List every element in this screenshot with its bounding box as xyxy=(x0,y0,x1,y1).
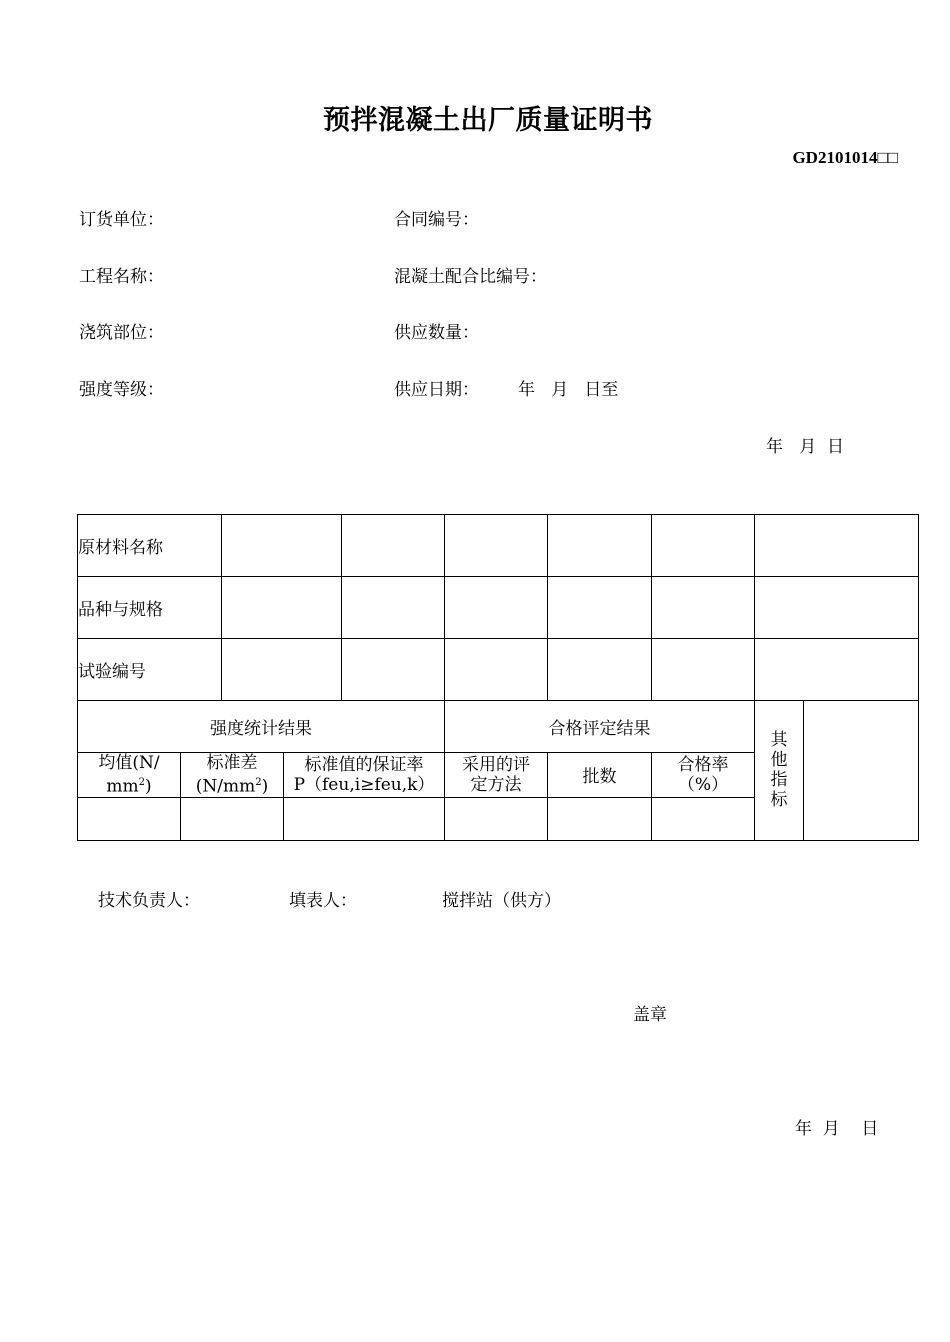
row-label-material-name: 原材料名称 xyxy=(78,515,222,577)
other-indicators-value xyxy=(804,701,919,841)
table-cell xyxy=(755,577,919,639)
eval-method-cell xyxy=(445,797,548,840)
std-dev-header: 标准差 $(N/mm^2)$ xyxy=(181,753,284,798)
table-row xyxy=(78,577,919,639)
supply-quantity-label: 供应数量： xyxy=(394,323,479,343)
supply-date-to: 年 月 日 xyxy=(766,437,845,457)
order-unit-label: 订货单位： xyxy=(79,210,164,230)
table-cell xyxy=(548,515,652,577)
row-label-test-no: 试验编号 xyxy=(78,639,222,701)
table-cell xyxy=(548,577,652,639)
guarantee-rate-header: 标准值的保证率 P（feu,i≥feu,k） xyxy=(284,753,445,798)
table-cell xyxy=(222,639,342,701)
row-label-variety-spec: 品种与规格 xyxy=(78,577,222,639)
table-cell xyxy=(342,639,445,701)
qualification-header: 合格评定结果 xyxy=(445,701,755,753)
mean-value-header: 均值(N/ $mm^2$) xyxy=(78,753,181,798)
table-cell xyxy=(652,515,755,577)
table-cell xyxy=(445,515,548,577)
supply-date-label: 供应日期： xyxy=(394,380,479,400)
mix-ratio-no-label: 混凝土配合比编号： xyxy=(394,267,547,287)
table-cell xyxy=(755,515,919,577)
document-title: 预拌混凝土出厂质量证明书 xyxy=(323,105,653,136)
table-cell xyxy=(342,515,445,577)
form-code: GD2101014□□ xyxy=(792,148,898,167)
table-row xyxy=(78,701,919,753)
contract-no-label: 合同编号： xyxy=(394,210,479,230)
table-cell xyxy=(548,639,652,701)
pass-rate-cell xyxy=(652,797,755,840)
batch-count-header: 批数 xyxy=(548,753,652,798)
supply-date-from: 年 月 日至 xyxy=(518,380,619,400)
table-cell xyxy=(445,639,548,701)
other-indicators-header: 其 他 指 标 xyxy=(755,701,804,841)
table-cell xyxy=(445,577,548,639)
strength-grade-label: 强度等级： xyxy=(79,380,164,400)
table-cell xyxy=(222,577,342,639)
table-cell xyxy=(222,515,342,577)
eval-method-header: 采用的评 定方法 xyxy=(445,753,548,798)
pour-location-label: 浇筑部位： xyxy=(79,323,164,343)
tech-lead-label: 技术负责人： xyxy=(98,891,200,911)
filled-by-label: 填表人： xyxy=(289,891,357,911)
table-cell xyxy=(342,577,445,639)
project-name-label: 工程名称： xyxy=(79,267,164,287)
table-cell xyxy=(755,639,919,701)
mixing-station-label: 搅拌站（供方） xyxy=(442,891,561,911)
materials-table xyxy=(77,514,919,841)
pass-rate-header: 合格率 （%） xyxy=(652,753,755,798)
batch-count-cell xyxy=(548,797,652,840)
signature-date: 年 月 日 xyxy=(795,1119,879,1139)
guarantee-rate-cell xyxy=(284,797,445,840)
std-dev-cell xyxy=(181,797,284,840)
seal-label: 盖章 xyxy=(633,1005,667,1025)
strength-stats-header: 强度统计结果 xyxy=(78,701,445,753)
table-cell xyxy=(652,639,755,701)
table-cell xyxy=(652,577,755,639)
table-row xyxy=(78,515,919,577)
mean-value-cell xyxy=(78,797,181,840)
table-row xyxy=(78,639,919,701)
